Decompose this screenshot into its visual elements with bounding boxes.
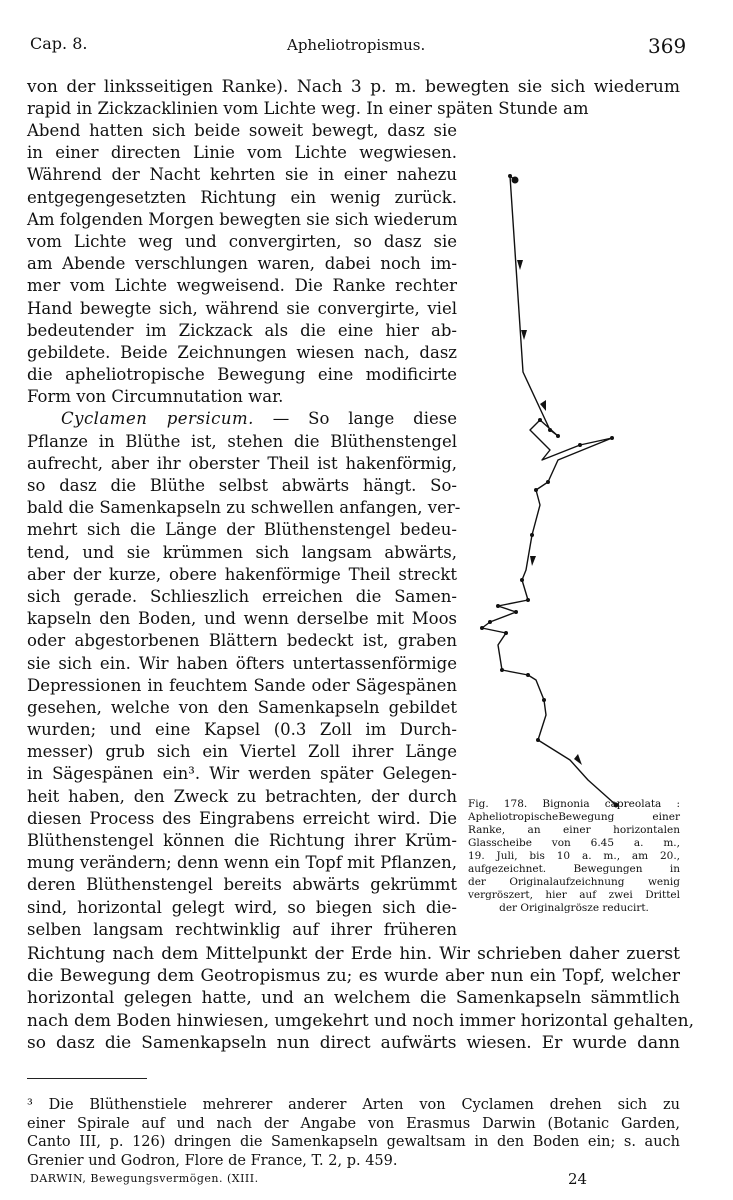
- trace-dot: [546, 480, 550, 484]
- caption-line: Fig. 178. Bignonia capreolata :: [468, 798, 680, 810]
- sheet-number: 24: [568, 1170, 588, 1188]
- caption-line: ApheliotropischeBewegung einer: [468, 811, 680, 823]
- caption-line: Glasscheibe von 6.45 a. m.,: [468, 837, 680, 849]
- page-number: 369: [648, 34, 687, 58]
- body-text-top: [27, 76, 680, 98]
- trace-dot: [500, 668, 504, 672]
- text-line: die Bewegung dem Geotropismus zu; es wurde aber nun ein Topf, welcher: [27, 966, 680, 987]
- direction-arrow: [517, 260, 523, 270]
- text-line: Pflanze in Blüthe ist, stehen die Blüthenstengel: [27, 431, 457, 451]
- text-line: vom Lichte weg und convergirten, so dasz sie: [27, 231, 457, 251]
- direction-arrow: [530, 556, 536, 566]
- trace-dot: [526, 598, 530, 602]
- direction-arrow: [521, 330, 527, 340]
- text-line: gebildete. Beide Zeichnungen wiesen nach, dasz: [27, 342, 457, 362]
- text-line: so dasz die Blüthe selbst abwärts hängt. So-: [27, 476, 457, 495]
- footnote-line: Grenier und Godron, Flore de France, T. 2, p. 459.: [27, 1152, 398, 1169]
- footnote-rule: [27, 1078, 147, 1079]
- text-line: so dasz die Samenkapseln nun direct aufwärts wiesen. Er wurde dann: [27, 1032, 680, 1053]
- text-line: tend, und sie krümmen sich langsam abwärts,: [27, 542, 457, 562]
- running-head-title: Apheliotropismus.: [287, 36, 426, 54]
- trace-dot: [530, 533, 534, 537]
- trace-dot: [488, 620, 492, 624]
- text-line: bald die Samenkapseln zu schwellen anfangen, ver-: [27, 498, 461, 518]
- text-line: aufrecht, aber ihr oberster Theil ist hakenförmig,: [27, 453, 457, 473]
- trace-dot: [542, 698, 546, 702]
- caption-line: vergröszert, hier auf zwei Drittel: [468, 889, 680, 901]
- trace-dot: [548, 428, 552, 432]
- text-fragment: — So lange diese: [272, 409, 457, 429]
- trace-dot: [508, 174, 512, 178]
- text-line: selben langsam rechtwinklig auf ihrer früheren: [27, 919, 457, 939]
- text-line: mer vom Lichte wegweisend. Die Ranke rechter: [27, 276, 457, 296]
- text-line: in einer directen Linie vom Lichte wegwiesen.: [27, 143, 457, 163]
- trace-dot: [514, 610, 518, 614]
- text-line: deren Blüthenstengel bereits abwärts gekrümmt: [27, 875, 457, 895]
- text-line: entgegengesetzten Richtung ein wenig zurück.: [27, 187, 457, 207]
- text-line: rapid in Zickzacklinien vom Lichte weg. In einer späten Stunde am: [27, 98, 589, 118]
- figure-caption: [468, 798, 680, 915]
- text-line: sie sich ein. Wir haben öfters untertassenförmige: [27, 653, 457, 673]
- trace-dot: [520, 578, 524, 582]
- footnote: [27, 1096, 680, 1170]
- printer-signature: DARWIN, Bewegungsvermögen. (XIII.: [30, 1172, 259, 1185]
- text-line: Blüthenstengel können die Richtung ihrer Krüm-: [27, 831, 457, 850]
- text-line: gesehen, welche von den Samenkapseln gebildet: [27, 697, 457, 717]
- text-line: oder abgestorbenen Blättern bedeckt ist, graben: [27, 631, 457, 651]
- text-line: [27, 408, 457, 430]
- footnote-line: Canto III, p. 126) dringen die Samenkapseln gewaltsam in den Boden ein; s. auch: [27, 1134, 680, 1150]
- text-line: diesen Process des Eingrabens erreicht wird. Die: [27, 808, 457, 828]
- text-line: Am folgenden Morgen bewegten sie sich wiederum: [27, 209, 458, 229]
- caption-line: der Originalaufzeichnung wenig: [468, 876, 680, 888]
- movement-trace: [482, 176, 616, 805]
- text-line: Abend hatten sich beide soweit bewegt, dasz sie: [27, 121, 457, 140]
- text-line: sind, horizontal gelegt wird, so biegen sich die-: [27, 897, 457, 917]
- direction-arrow: [574, 754, 582, 765]
- text-line: Während der Nacht kehrten sie in einer nahezu: [27, 165, 457, 185]
- trace-dot: [496, 604, 500, 608]
- text-line: aber der kurze, obere hakenförmige Theil streckt: [27, 564, 457, 584]
- tendril-movement-figure: [470, 160, 690, 820]
- trace-dot: [480, 626, 484, 630]
- text-line: in Sägespänen ein³. Wir werden später Gelegen-: [27, 764, 457, 784]
- trace-dot: [534, 488, 538, 492]
- body-text-bottom: [27, 943, 694, 1054]
- running-head-chapter: Cap. 8.: [30, 34, 88, 53]
- text-line: die apheliotropische Bewegung eine modificirte: [27, 365, 457, 385]
- trace-dot: [504, 631, 508, 635]
- text-line: heit haben, den Zweck zu betrachten, der durch: [27, 786, 457, 806]
- text-line: wurden; und eine Kapsel (0.3 Zoll im Durch-: [27, 720, 457, 740]
- text-line: nach dem Boden hinwiesen, umgekehrt und noch immer horizontal gehalten,: [27, 1010, 694, 1031]
- text-line: messer) grub sich ein Viertel Zoll ihrer Länge: [27, 742, 457, 762]
- footnote-line: ³ Die Blüthenstiele mehrerer anderer Arten von Cyclamen drehen sich zu: [27, 1097, 680, 1113]
- text-line: kapseln den Boden, und wenn derselbe mit Moos: [27, 609, 457, 629]
- trace-dot: [538, 418, 542, 422]
- caption-line: 19. Juli, bis 10 a. m., am 20.,: [468, 850, 680, 862]
- trace-dot: [536, 738, 540, 742]
- text-line: Hand bewegte sich, während sie convergirte, viel: [27, 298, 457, 318]
- trace-dot: [578, 443, 582, 447]
- species-name: Cyclamen persicum.: [61, 409, 254, 429]
- text-line: von der linksseitigen Ranke). Nach 3 p. m. bewegten sie sich wiederum: [27, 77, 680, 97]
- text-line: horizontal gelegen hatte, und an welchem die Samenkapseln sämmtlich: [27, 988, 680, 1009]
- text-line: am Abende verschlungen waren, dabei noch im-: [27, 254, 457, 274]
- text-line: Form von Circumnutation war.: [27, 387, 284, 407]
- text-line: bedeutender im Zickzack als die eine hier ab-: [27, 320, 457, 340]
- start-point: [512, 177, 519, 184]
- caption-line: Ranke, an einer horizontalen: [468, 824, 680, 836]
- trace-dot: [610, 436, 614, 440]
- text-line: Richtung nach dem Mittelpunkt der Erde hin. Wir schrieben daher zuerst: [27, 944, 680, 964]
- caption-line: aufgezeichnet. Bewegungen in: [468, 863, 680, 875]
- footnote-line: einer Spirale auf und nach der Angabe von Erasmus Darwin (Botanic Garden,: [27, 1115, 680, 1132]
- text-line: mung verändern; denn wenn ein Topf mit Pflanzen,: [27, 853, 457, 873]
- trace-dot: [526, 673, 530, 677]
- trace-dot: [556, 434, 560, 438]
- caption-line: der Originalgrösze reducirt.: [499, 902, 649, 914]
- text-line: mehrt sich die Länge der Blüthenstengel bedeu-: [27, 520, 457, 540]
- text-line: Depressionen in feuchtem Sande oder Sägespänen: [27, 675, 457, 695]
- text-line: sich gerade. Schlieszlich erreichen die Samen-: [27, 586, 457, 606]
